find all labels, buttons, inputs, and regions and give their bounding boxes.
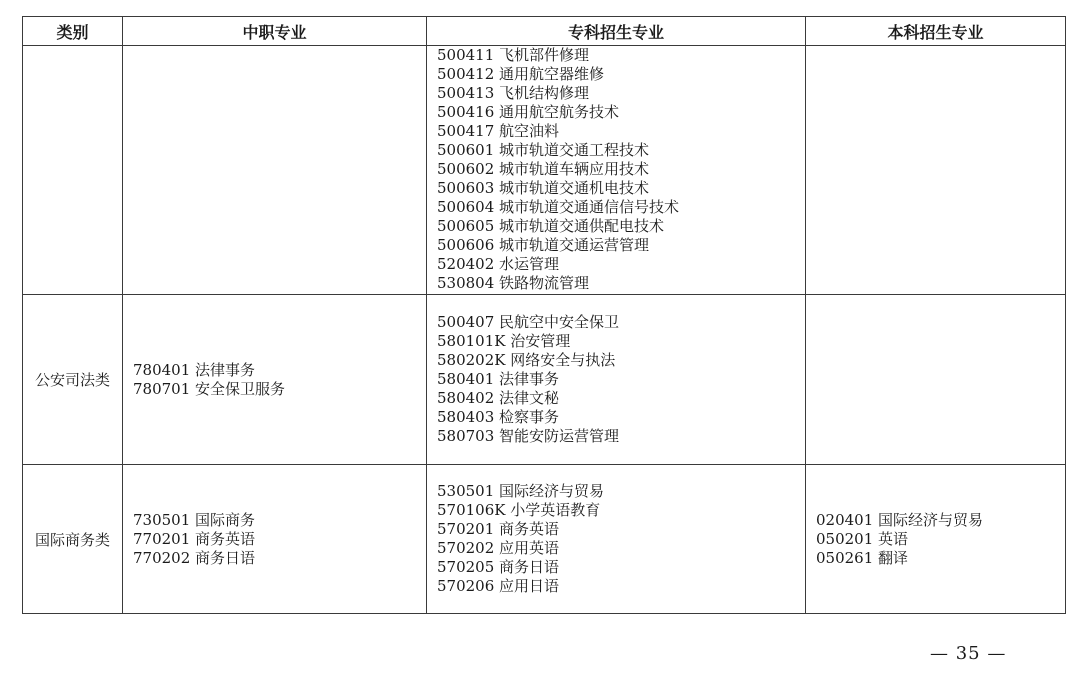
list-item: 500603 城市轨道交通机电技术 <box>437 179 650 197</box>
bachelor-major-cell <box>806 465 1066 614</box>
list-item: 570206 应用日语 <box>437 577 560 595</box>
list-item: 500411 飞机部件修理 <box>437 46 590 64</box>
list-item: 730501 国际商务 <box>133 510 256 529</box>
associate-major-cell <box>427 295 806 465</box>
list-item: 500601 城市轨道交通工程技术 <box>437 141 650 159</box>
majors-table <box>22 16 1066 614</box>
list-item: 780401 法律事务 <box>133 360 256 379</box>
list-item: 580402 法律文秘 <box>437 389 560 407</box>
header-row <box>23 17 1066 46</box>
list-item: 500416 通用航空航务技术 <box>437 103 620 121</box>
list-item: 500412 通用航空器维修 <box>437 65 605 83</box>
list-item: 580202K 网络安全与执法 <box>437 351 616 369</box>
list-item: 500413 飞机结构修理 <box>437 84 590 102</box>
list-item: 580403 检察事务 <box>437 408 560 426</box>
table-row <box>23 295 1066 465</box>
list-item: 770202 商务日语 <box>133 548 256 567</box>
list-item: 780701 安全保卫服务 <box>133 379 286 398</box>
header-associate-major: 专科招生专业 <box>427 17 806 46</box>
list-item: 050261 翻译 <box>816 548 909 567</box>
associate-major-cell <box>427 465 806 614</box>
list-item: 530501 国际经济与贸易 <box>437 482 605 500</box>
list-item: 500605 城市轨道交通供配电技术 <box>437 217 665 235</box>
header-category: 类别 <box>23 17 123 46</box>
bachelor-major-cell <box>806 295 1066 465</box>
associate-major-cell <box>427 46 806 295</box>
list-item: 580703 智能安防运营管理 <box>437 427 620 445</box>
list-item: 770201 商务英语 <box>133 529 256 548</box>
category-cell: 公安司法类 <box>23 295 123 465</box>
list-item: 570106K 小学英语教育 <box>437 501 601 519</box>
list-item: 020401 国际经济与贸易 <box>816 510 984 529</box>
category-cell <box>23 46 123 295</box>
category-cell: 国际商务类 <box>23 465 123 614</box>
table-row <box>23 465 1066 614</box>
list-item: 570201 商务英语 <box>437 520 560 538</box>
list-item: 580101K 治安管理 <box>437 332 571 350</box>
list-item: 570202 应用英语 <box>437 539 560 557</box>
list-item: 050201 英语 <box>816 529 909 548</box>
list-item: 500407 民航空中安全保卫 <box>437 313 620 331</box>
table-row <box>23 46 1066 295</box>
list-item: 500417 航空油料 <box>437 122 560 140</box>
list-item: 570205 商务日语 <box>437 558 560 576</box>
bachelor-major-cell <box>806 46 1066 295</box>
table-header <box>23 17 1066 46</box>
page-number: — 35 — <box>930 643 1007 664</box>
secondary-major-cell <box>123 295 427 465</box>
list-item: 520402 水运管理 <box>437 255 560 273</box>
header-bachelor-major: 本科招生专业 <box>806 17 1066 46</box>
list-item: 530804 铁路物流管理 <box>437 274 590 292</box>
list-item: 500602 城市轨道车辆应用技术 <box>437 160 650 178</box>
secondary-major-cell <box>123 46 427 295</box>
secondary-major-cell <box>123 465 427 614</box>
list-item: 580401 法律事务 <box>437 370 560 388</box>
list-item: 500606 城市轨道交通运营管理 <box>437 236 650 254</box>
list-item: 500604 城市轨道交通通信信号技术 <box>437 198 680 216</box>
header-secondary-major: 中职专业 <box>123 17 427 46</box>
